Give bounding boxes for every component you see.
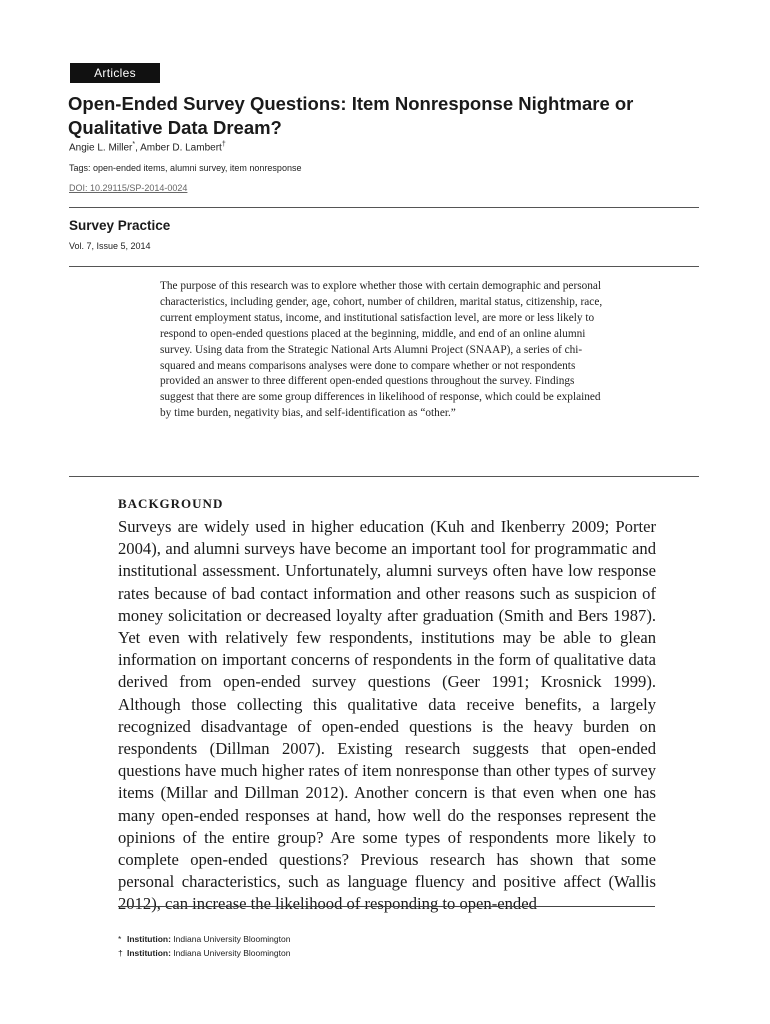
footnote <box>118 934 290 944</box>
author-mark: † <box>221 141 226 148</box>
journal-volume: Vol. 7, Issue 5, 2014 <box>69 241 151 251</box>
footnote-label: Institution: <box>127 934 171 944</box>
footnote <box>118 948 290 958</box>
footnote-divider <box>118 906 655 907</box>
footnote-mark: * <box>118 934 122 944</box>
section-heading: BACKGROUND <box>118 496 224 511</box>
author-name[interactable]: Amber D. Lambert <box>140 142 222 154</box>
section-badge[interactable]: Articles <box>70 63 160 83</box>
journal-name: Survey Practice <box>69 218 171 233</box>
abstract-bottom-divider <box>69 476 699 477</box>
footnote-value: Indiana University Bloomington <box>173 948 291 958</box>
author-list: Angie L. Miller*, Amber D. Lambert† <box>69 141 226 154</box>
footnote-mark: † <box>118 948 123 958</box>
header-divider <box>69 207 699 208</box>
author-mark: * <box>132 141 136 148</box>
abstract-text: The purpose of this research was to explore whether those with certain demographic and personal characteristics, including gender, age, cohort, number of children, marital status, citizenship, race, current employment status, income, and institutional satisfaction level, are more or less likely to respond to open-ended questions placed at the beginning, middle, and end of an online alumni survey. Using data from the Strategic National Arts Alumni Project (SNAAP), a series of chi-squared and means comparisons analyses were done to compare whether or not respondents provided an answer to three different open-ended questions throughout the survey. Findings suggest that there are some group differences in likelihood of response, which could be explained by time burden, negativity bias, and self-identification as “other.” <box>160 280 603 420</box>
body-paragraph: Surveys are widely used in higher education (Kuh and Ikenberry 2009; Porter 2004), and alumni surveys have become an important tool for programmatic and institutional assessment. Unfortunately, alumni surveys often have low response rates because of bad contact information and other reasons such as suspicion of money solicitation or decreased loyalty after graduation (Smith and Bers 1987). Yet even with relatively few respondents, institutions may be able to glean information on important concerns of respondents in the form of qualitative data derived from open-ended survey questions (Geer 1991; Krosnick 1999). Although those collecting this qualitative data receive benefits, a largely recognized disadvantage of open-ended questions is the heavy burden on respondents (Dillman 2007). Existing research suggests that open-ended questions have much higher rates of item nonresponse than other types of survey items (Millar and Dillman 2012). Another concern is that even when one has many open-ended responses at hand, how well do the responses represent the opinions of the entire group? Are some types of respondents more likely to complete open-ended questions? Previous research has shown that some personal characteristics, such as language fluency and positive affect (Wallis 2012), can increase the likelihood of responding to open-ended <box>118 517 656 914</box>
doi-link[interactable]: DOI: 10.29115/SP-2014-0024 <box>69 183 188 193</box>
abstract-top-divider <box>69 266 699 267</box>
footnote-label: Institution: <box>127 948 171 958</box>
author-name[interactable]: Angie L. Miller <box>69 142 133 154</box>
tags-line: Tags: open-ended items, alumni survey, item nonresponse <box>69 163 302 173</box>
article-title: Open-Ended Survey Questions: Item Nonresponse Nightmare or Qualitative Data Dream? <box>68 93 634 138</box>
footnote-value: Indiana University Bloomington <box>173 934 291 944</box>
